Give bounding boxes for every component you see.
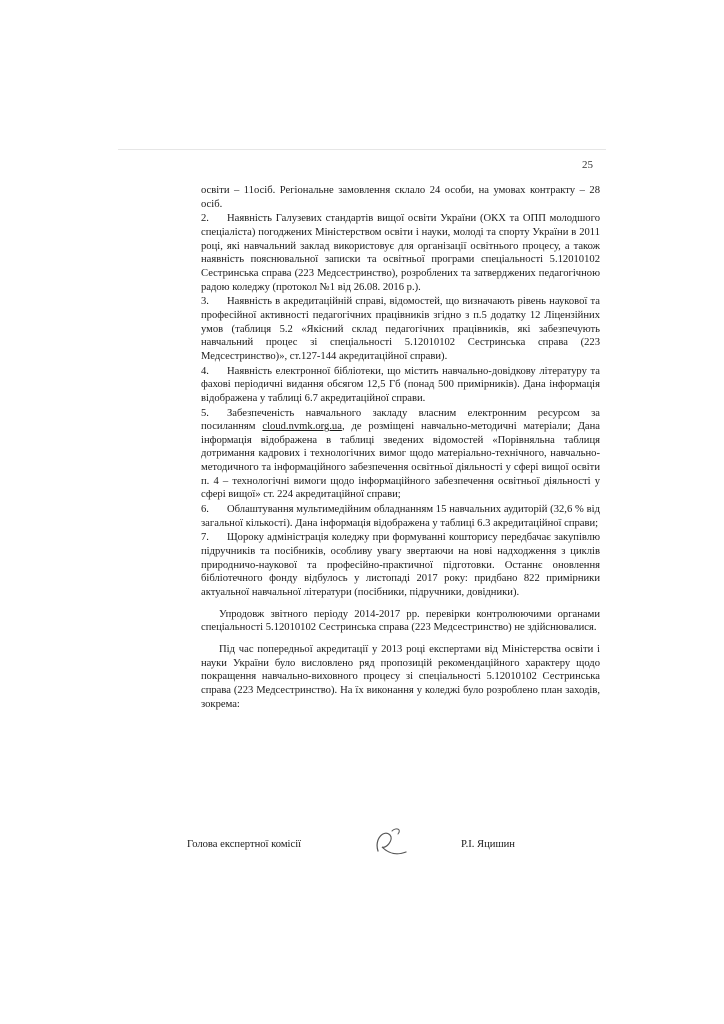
signatory-name: Р.І. Яцишин <box>461 839 515 850</box>
list-text-continued: , де розміщені навчально-методичні матеріали; Дана інформація відображена в таблиці зведених відомостей «Порівняльна таблиця дотримання кадрових і технологічних вимог щодо матеріально-технічного, навчально-методичного та інформаційного забезпечення освітньої діяльності у сфері вищої освіти п. 4 – технологічні вимоги щодо інформаційного забезпечення освітньої діяльності у сфері вищої» ст. 224 акредитаційної справи; <box>201 421 601 501</box>
list-item <box>201 295 600 363</box>
cloud-link[interactable]: cloud.nvmk.org.ua <box>262 421 342 433</box>
list-number: 7. <box>201 532 209 544</box>
list-item <box>201 365 600 406</box>
list-text: Наявність електронної бібліотеки, що містить навчально-довідкову літературу та фахові періодичні видання обсягом 12,5 Гб (понад 500 примірників). Дана інформація відображена у таблиці 6.7 акредитаційної справи. <box>201 365 600 404</box>
page-number: 25 <box>582 159 593 171</box>
scan-edge-line <box>118 149 606 150</box>
list-number: 5. <box>201 407 209 419</box>
list-item <box>201 531 600 599</box>
list-number: 6. <box>201 504 209 516</box>
document-body <box>201 184 600 711</box>
paragraph-previous-accreditation: Під час попередньої акредитації у 2013 році експертами від Міністерства освіти і науки України було висловлено ряд пропозицій рекомендаційного характеру щодо покращення навчально-виховного процесу зі спеціальності 5.12010102 Сестринська справа (223 Медсестринство). На їх виконання у коледжі було розроблено план заходів, зокрема: <box>201 644 600 710</box>
list-number: 4. <box>201 365 209 377</box>
list-text: Наявність в акредитаційній справі, відомостей, що визначають рівень наукової та професійної активності педагогічних працівників згідно з п.5 додатку 12 Ліцензійних умов (таблиця 5.2 «Якісний склад педагогічних працівників, які забезпечують навчальний процес зі спеціальності 5.12010102 Сестринська справа (223 Медсестринство)», ст.127-144 акредитаційної справи). <box>201 296 600 362</box>
list-number: 2. <box>201 213 209 225</box>
list-number: 3. <box>201 296 209 308</box>
list-item <box>201 407 600 503</box>
list-text: Щороку адміністрація коледжу при формуванні кошторису передбачає закупівлю підручників та посібників, особливу увагу звертаючи на нові надходження з циклів природничо-наукової та професійно-практичної підготовки. Останнє оновлення бібліотечного фонду відбулось у листопаді 2017 року: придбано 822 примірники актуальної навчальної літератури (посібники, підручники, довідники). <box>201 532 600 599</box>
paragraph-checks: Упродовж звітного періоду 2014-2017 рр. перевірки контролюючими органами спеціальності 5.12010102 Сестринська справа (223 Медсестринство) не здійснювалися. <box>201 608 600 634</box>
signatory-title: Голова експертної комісії <box>187 839 302 850</box>
list-text: Забезпеченість навчального закладу власним електронним ресурсом за посиланням <box>201 407 600 433</box>
signature-mark <box>368 825 412 865</box>
list-text: Наявність Галузевих стандартів вищої освіти України (ОКХ та ОПП молодшого спеціаліста) погоджених Міністерством освіти і науки, молоді та спорту України в 2011 році, які навчальний заклад використовує для організації освітнього процесу, а також наявність пояснювальної записки та освітньої програми спеціальності 5.12010102 Сестринська справа (223 Медсестринство), розроблених та затверджених педагогічною радою коледжу (протокол №1 від 26.08. 2016 р.). <box>201 213 600 293</box>
signature-block <box>0 836 724 876</box>
list-item <box>201 503 600 530</box>
list-text: Облаштування мультимедійним обладнанням 15 навчальних аудиторій (32,6 % від загальної кількості). Дана інформація відображена у таблиці 6.3 акредитаційної справи; <box>201 504 600 529</box>
list-item <box>201 212 600 294</box>
paragraph-enrollment: освіти – 11осіб. Регіональне замовлення склало 24 особи, на умовах контракту – 28 осіб. <box>201 185 600 210</box>
